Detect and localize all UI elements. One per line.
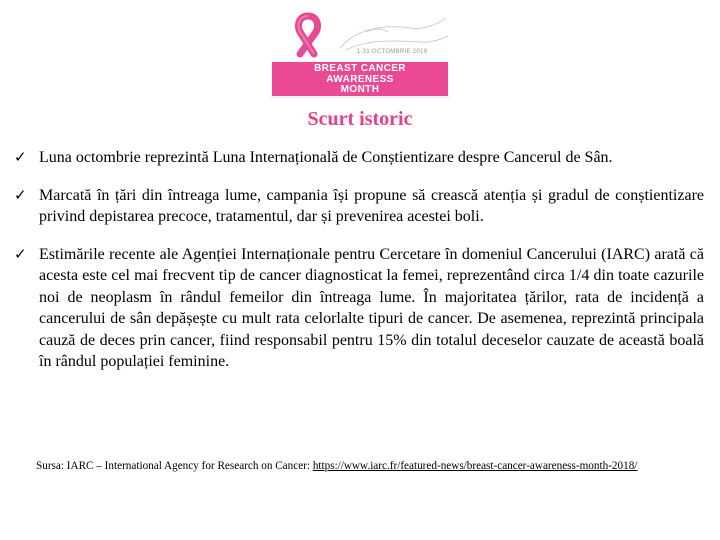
bullet-text-3: Estimările recente ale Agenției Internaționale pentru Cercetare în domeniul Cancerului (IARC) arată că acesta este cel mai frecvent tip de cancer diagnosticat la femei, reprezentând circa 1/4 din toate cazurile noi de neoplasm în rândul femeilor din întreaga lume. În majoritatea țărilor, rata de incidență a cancerului de sân depășește cu mult rata celorlalte tipuri de cancer. De asemenea, reprezintă principala cauză de deces prin cancer, fiind responsabil pentru 15% din totalul deceselor cauzate de această boală în rândul populației feminine. [39,245,704,370]
source-prefix: Sursa: IARC – International Agency for Research on Cancer: [36,460,313,472]
breast-cancer-awareness-logo [270,10,450,98]
source-link[interactable]: https://www.iarc.fr/featured-news/breast-cancer-awareness-month-2018/ [312,460,638,472]
banner-line-3: MONTH [340,84,380,95]
list-item [14,185,704,228]
bullet-text-1: Luna octombrie reprezintă Luna Internațională de Conștientizare despre Cancerul de Sân. [39,149,613,166]
page-title: Scurt istoric [307,108,413,130]
source-citation [36,460,716,472]
checkmark-icon: ✓ [14,244,27,263]
bullet-text-2: Marcată în țări din întreaga lume, campania își propune să crească atenția și gradul de conștientizare privind depistarea precoce, tratamentul, dar și prevenirea acestei boli. [39,186,704,225]
checkmark-icon: ✓ [14,185,27,204]
banner-line-1: BREAST CANCER [314,63,406,74]
banner-line-2: AWARENESS [326,73,394,85]
checkmark-icon: ✓ [14,148,27,166]
logo-banner [272,62,448,96]
bullet-list [14,147,704,389]
list-item [14,147,704,169]
list-item [14,244,704,373]
campaign-date: 1-31 OCTOMBRIE 2019 [356,49,428,55]
